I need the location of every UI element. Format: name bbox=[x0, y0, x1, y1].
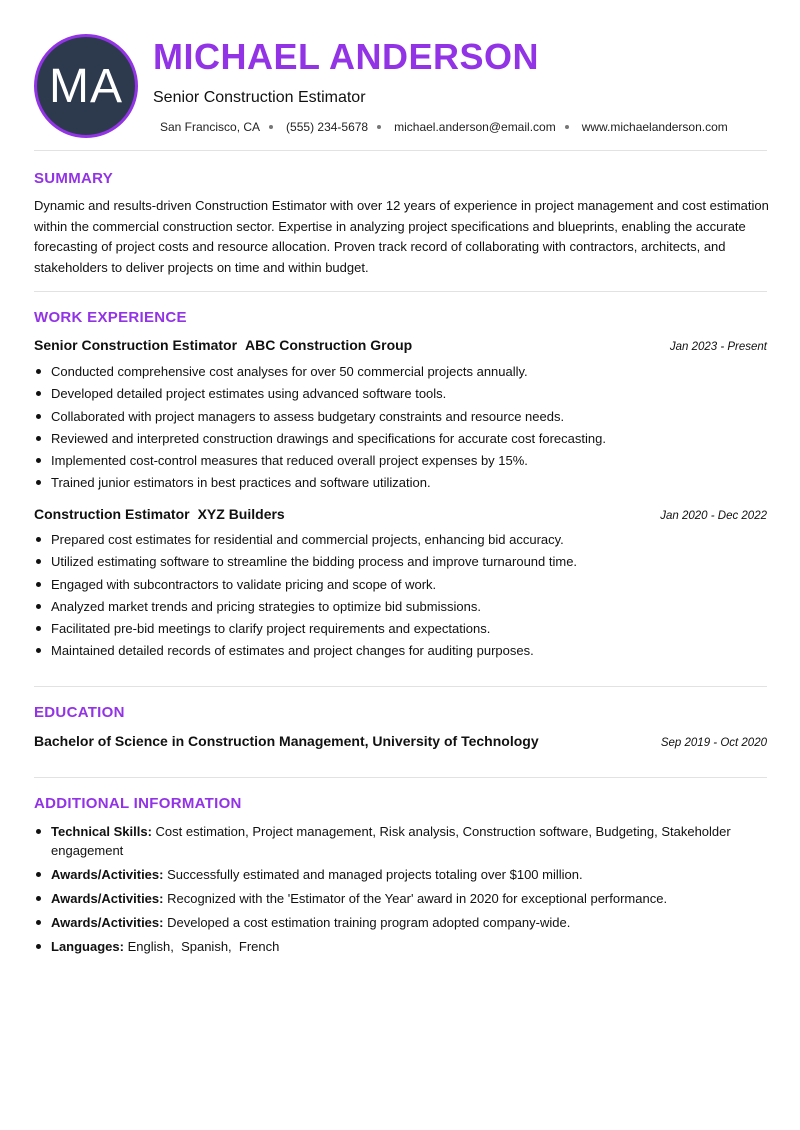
separator-dot bbox=[269, 125, 273, 129]
additional-info-list bbox=[34, 822, 767, 961]
item-label: Languages: bbox=[51, 939, 124, 954]
item-label: Awards/Activities: bbox=[51, 891, 164, 906]
contact-info bbox=[160, 120, 728, 134]
item-text: Developed a cost estimation training program adopted company-wide. bbox=[167, 915, 571, 930]
job-title: Senior Construction Estimator bbox=[34, 337, 238, 353]
candidate-name: MICHAEL ANDERSON bbox=[153, 36, 540, 77]
job-company: ABC Construction Group bbox=[245, 337, 413, 353]
job-date: Jan 2020 - Dec 2022 bbox=[660, 510, 767, 522]
contact-email[interactable]: michael.anderson@email.com bbox=[394, 120, 556, 134]
degree: Bachelor of Science in Construction Management, University of Technology bbox=[34, 733, 539, 749]
item-text: English, Spanish, French bbox=[127, 939, 280, 954]
list-item: Facilitated pre-bid meetings to clarify project requirements and expectations. bbox=[34, 620, 767, 637]
list-item: Prepared cost estimates for residential and commercial projects, enhancing bid accuracy. bbox=[34, 531, 767, 548]
job-header bbox=[34, 506, 767, 522]
divider bbox=[34, 291, 767, 292]
additional-info-heading: ADDITIONAL INFORMATION bbox=[34, 795, 242, 812]
list-item: Analyzed market trends and pricing strategies to optimize bid submissions. bbox=[34, 598, 767, 615]
separator-dot bbox=[565, 125, 569, 129]
list-item bbox=[34, 937, 767, 956]
separator-dot bbox=[377, 125, 381, 129]
list-item bbox=[34, 913, 767, 932]
contact-phone: (555) 234-5678 bbox=[286, 120, 369, 134]
job-date: Jan 2023 - Present bbox=[669, 341, 767, 353]
list-item: Collaborated with project managers to assess budgetary constraints and resource needs. bbox=[34, 408, 767, 425]
job-bullets bbox=[34, 531, 767, 665]
job-bullets bbox=[34, 363, 767, 497]
divider bbox=[34, 686, 767, 687]
contact-website[interactable]: www.michaelanderson.com bbox=[581, 120, 728, 134]
list-item: Maintained detailed records of estimates and project changes for auditing purposes. bbox=[34, 642, 767, 659]
list-item: Developed detailed project estimates using advanced software tools. bbox=[34, 385, 767, 402]
job-company: XYZ Builders bbox=[197, 506, 285, 522]
education-entry bbox=[34, 733, 767, 749]
item-text: Recognized with the 'Estimator of the Year' award in 2020 for exceptional performance. bbox=[167, 891, 668, 906]
job-title-line bbox=[34, 337, 412, 353]
item-text: Successfully estimated and managed projects totaling over $100 million. bbox=[167, 867, 583, 882]
list-item: Engaged with subcontractors to validate pricing and scope of work. bbox=[34, 576, 767, 593]
list-item: Implemented cost-control measures that reduced overall project expenses by 15%. bbox=[34, 452, 767, 469]
summary-text: Dynamic and results-driven Construction Estimator with over 12 years of experience in project management and cost estimation within the commercial construction sector. Expertise in analyzing project specifications and blueprints, enabling the accurate forecasting of project costs and resource allocation. Proven track record of collaborating with contractors, architects, and stakeholders to deliver projects on time and within budget. bbox=[34, 198, 769, 275]
item-label: Awards/Activities: bbox=[51, 867, 164, 882]
list-item bbox=[34, 889, 767, 908]
list-item: Reviewed and interpreted construction drawings and specifications for accurate cost forecasting. bbox=[34, 430, 767, 447]
list-item: Conducted comprehensive cost analyses for over 50 commercial projects annually. bbox=[34, 363, 767, 380]
job-title: Construction Estimator bbox=[34, 506, 190, 522]
list-item bbox=[34, 865, 767, 884]
summary-heading: SUMMARY bbox=[34, 170, 114, 187]
avatar bbox=[34, 34, 138, 138]
education-date: Sep 2019 - Oct 2020 bbox=[660, 737, 767, 749]
item-label: Awards/Activities: bbox=[51, 915, 164, 930]
item-label: Technical Skills: bbox=[51, 824, 152, 839]
list-item: Trained junior estimators in best practices and software utilization. bbox=[34, 474, 767, 491]
education-heading: EDUCATION bbox=[34, 704, 125, 721]
divider bbox=[34, 150, 767, 151]
job-header bbox=[34, 337, 767, 353]
avatar-initials: MA bbox=[49, 59, 123, 113]
list-item: Utilized estimating software to streamline the bidding process and improve turnaround time. bbox=[34, 553, 767, 570]
job-title-line bbox=[34, 506, 285, 522]
list-item bbox=[34, 822, 767, 860]
divider bbox=[34, 777, 767, 778]
work-experience-heading: WORK EXPERIENCE bbox=[34, 309, 187, 326]
contact-location: San Francisco, CA bbox=[160, 120, 261, 134]
item-text: Cost estimation, Project management, Risk analysis, Construction software, Budgeting, Stakeholder engagement bbox=[51, 824, 731, 858]
candidate-role: Senior Construction Estimator bbox=[153, 89, 366, 106]
